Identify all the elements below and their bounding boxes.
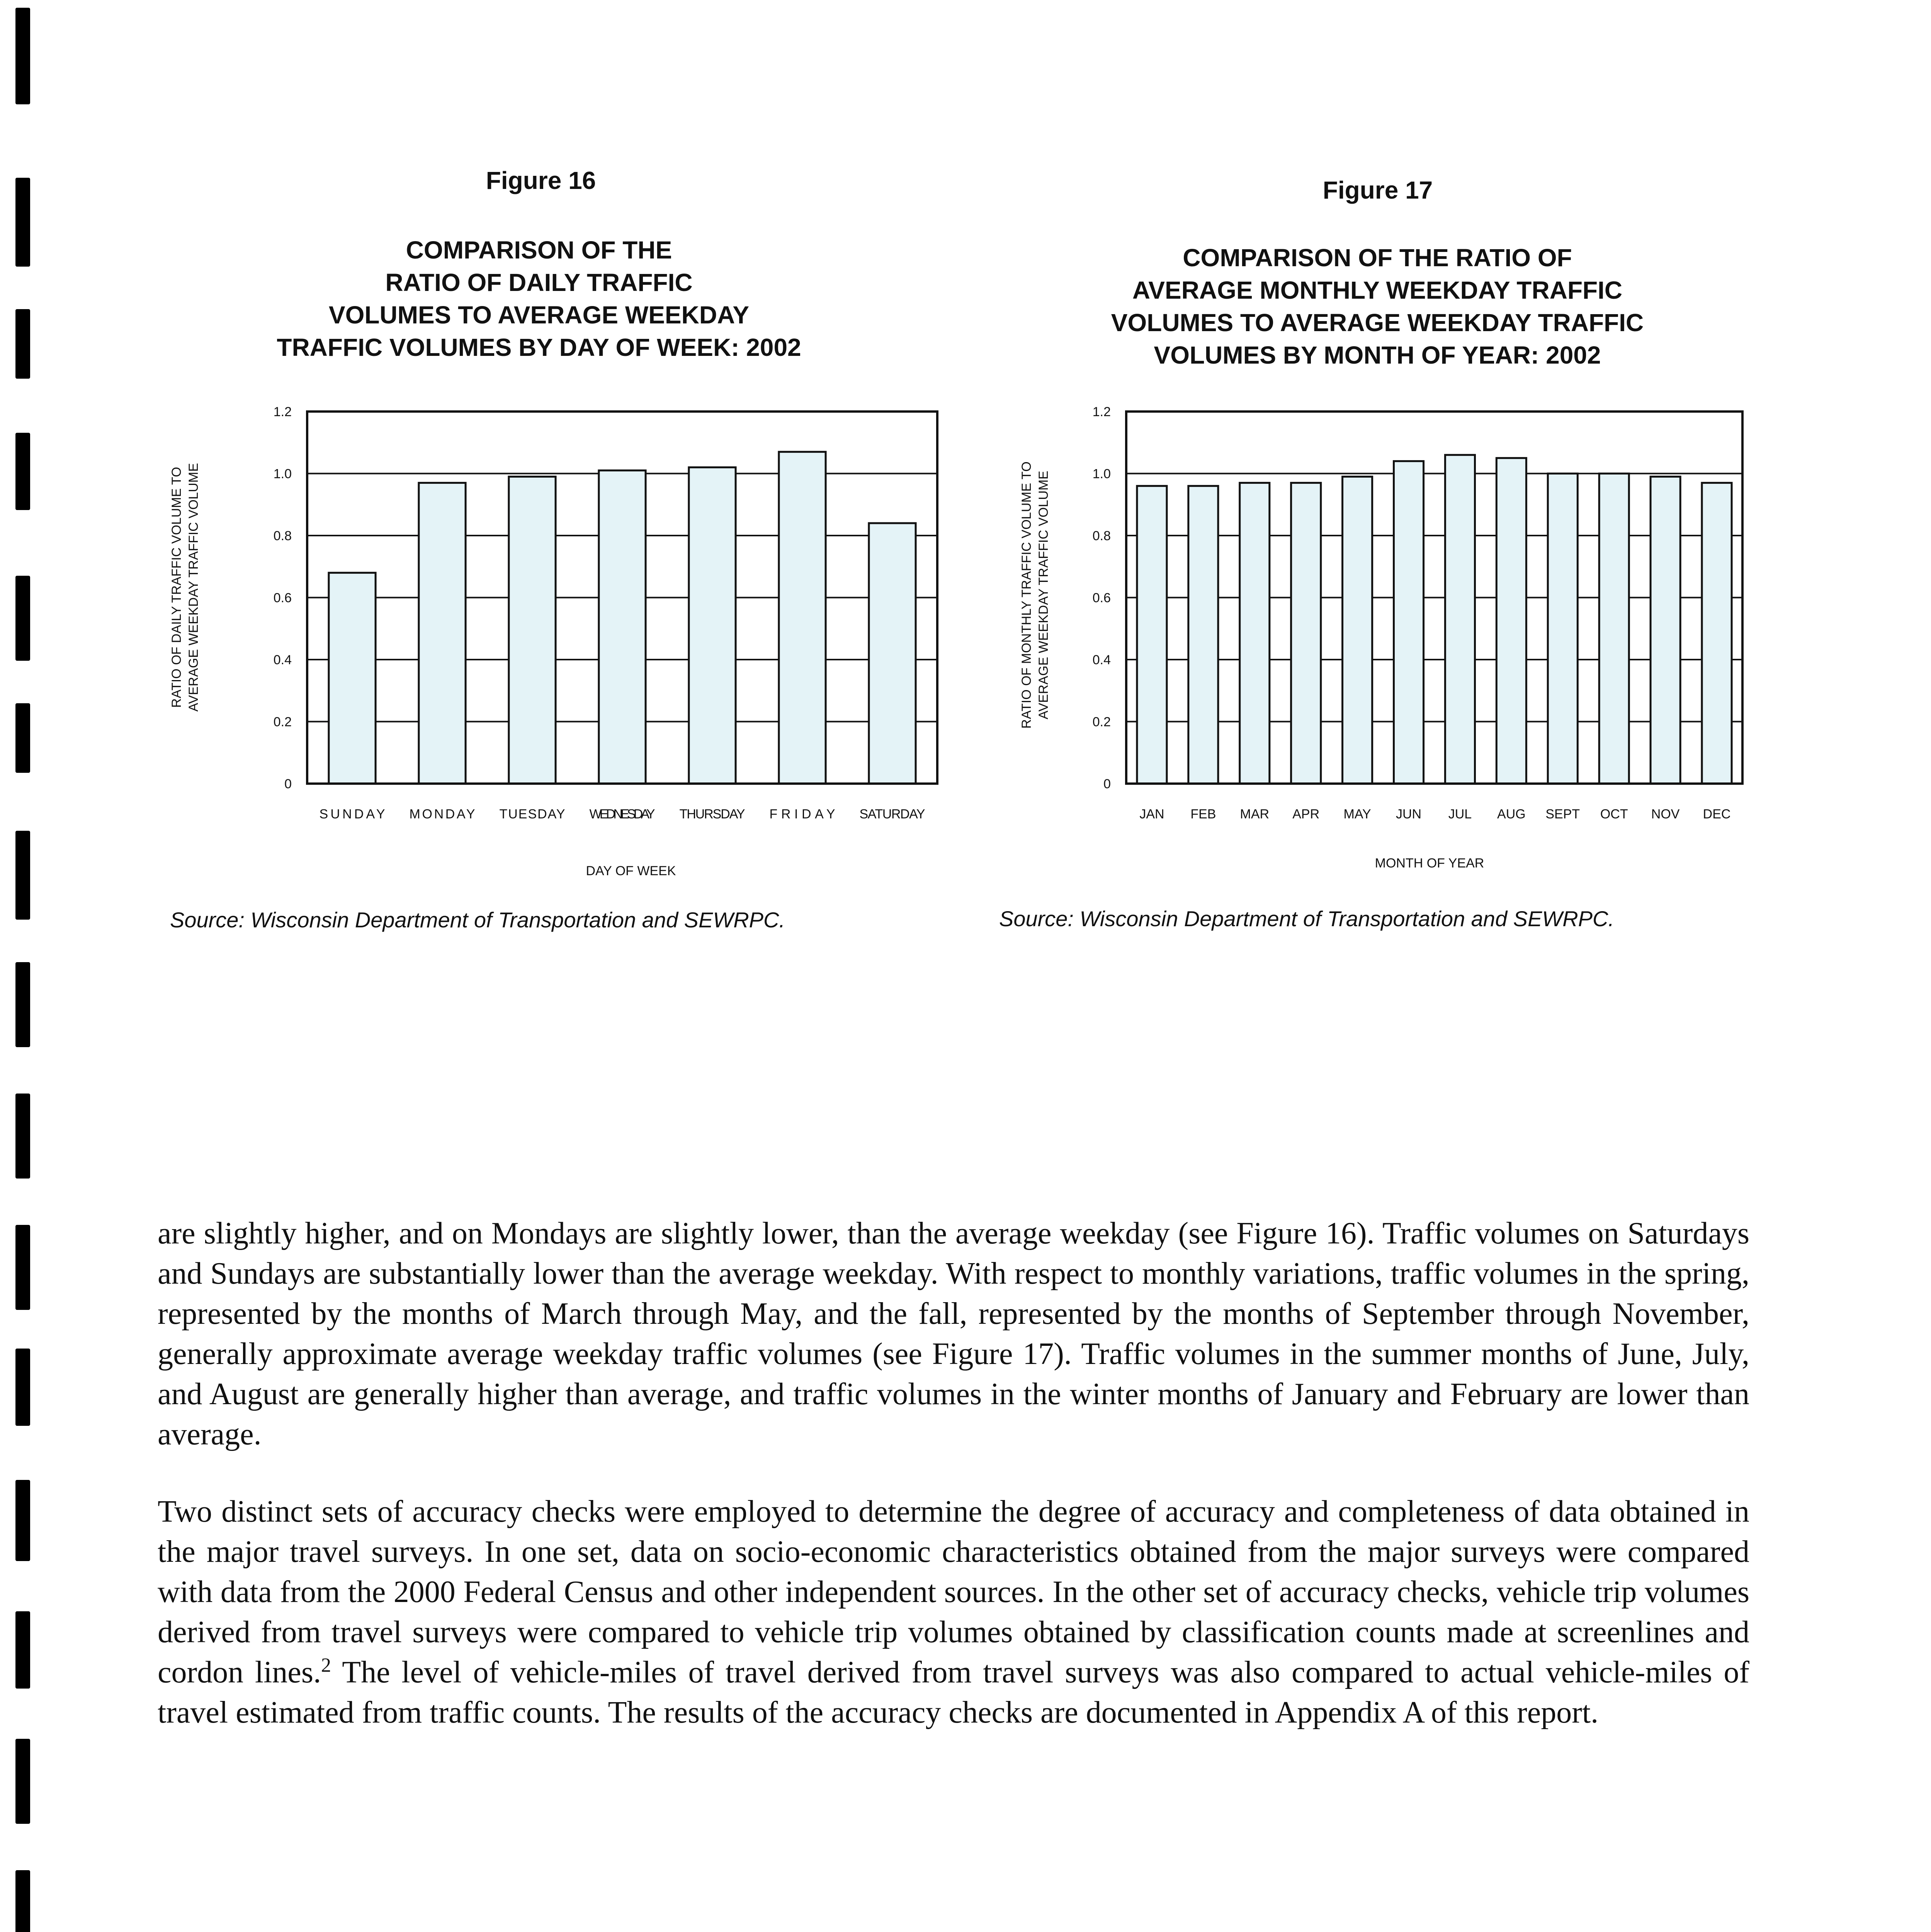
figure-16-label: Figure 16 [486, 167, 596, 194]
figure-16-title [182, 234, 896, 364]
binding-hole [15, 1611, 30, 1689]
figure-16-title-line: COMPARISON OF THE [406, 236, 672, 264]
bar [1445, 455, 1475, 784]
bar [509, 477, 556, 784]
body-paragraph-2 [158, 1492, 1749, 1733]
body-paragraph-1: are slightly higher, and on Mondays are slightly lower, than the average weekday (see Figure 16). Traffic volumes on Saturdays and Sundays are substantially lower than the average weekday. With respect to monthly variations, traffic volumes in the spring, represented by the months of March through May, and the fall, represented by the months of September through November, generally approximate average weekday traffic volumes (see Figure 17). Traffic volumes in the summer months of June, July, and August are generally higher than average, and traffic volumes in the winter months of January and February are lower than average. [158, 1216, 1749, 1451]
binding-hole [15, 576, 30, 661]
y-tick-label: 0.4 [1092, 653, 1111, 667]
footnote-reference: 2 [321, 1654, 331, 1677]
binding-hole [15, 831, 30, 920]
bar [1496, 458, 1526, 784]
figure-17-label: Figure 17 [1322, 176, 1433, 204]
y-tick-label: 1.2 [273, 405, 292, 419]
bar [419, 483, 466, 784]
figure-17-title-line: COMPARISON OF THE RATIO OF [1183, 244, 1572, 272]
x-tick-label: OCT [1600, 807, 1628, 821]
y-axis-title-line: RATIO OF MONTHLY TRAFFIC VOLUME TO [1019, 461, 1034, 729]
bar [779, 452, 826, 784]
binding-hole [15, 1094, 30, 1179]
binding-hole [15, 178, 30, 267]
y-axis-title-line: AVERAGE WEEKDAY TRAFFIC VOLUME [1036, 471, 1051, 719]
binding-hole [15, 962, 30, 1047]
bar [1291, 483, 1321, 784]
x-tick-label: JUL [1448, 807, 1472, 821]
bar [1188, 486, 1218, 784]
y-tick-label: 0 [1103, 777, 1111, 791]
x-tick-label: MAR [1240, 807, 1270, 821]
bar [869, 523, 916, 784]
bar [1651, 477, 1680, 784]
y-tick-label: 0.6 [273, 590, 292, 605]
y-tick-label: 1.0 [273, 466, 292, 481]
binding-hole [15, 1480, 30, 1561]
binding-hole [15, 703, 30, 773]
figure-16-title-line: VOLUMES TO AVERAGE WEEKDAY [328, 301, 750, 329]
y-tick-label: 0.2 [273, 714, 292, 730]
body-paragraph-2-text: The level of vehicle-miles of travel derived from travel surveys was also compared to actual vehicle-miles of travel estimated from traffic counts. The results of the accuracy checks are documented in Appendix A of this report. [158, 1655, 1749, 1730]
x-tick-label: FEB [1190, 807, 1216, 821]
x-tick-label: WEDNESDAY [589, 807, 655, 821]
figure-16-source: Source: Wisconsin Department of Transportation and SEWRPC. [170, 908, 785, 932]
figure-16-title-line: RATIO OF DAILY TRAFFIC [385, 269, 693, 296]
bar [329, 573, 376, 784]
y-axis-title [169, 463, 201, 712]
y-tick-label: 0.2 [1092, 714, 1111, 730]
y-tick-label: 0.4 [273, 653, 292, 667]
binding-hole [15, 1225, 30, 1310]
x-tick-label: TUESDAY [499, 807, 565, 821]
figure-16-chart [155, 386, 923, 889]
y-axis-title-line: AVERAGE WEEKDAY TRAFFIC VOLUME [186, 463, 201, 712]
bar [1394, 461, 1423, 784]
binding-hole [15, 1870, 30, 1932]
figure-17-title [1020, 242, 1735, 371]
y-tick-label: 0.6 [1092, 590, 1111, 605]
x-tick-label: NOV [1651, 807, 1680, 821]
y-tick-label: 1.2 [1092, 405, 1111, 419]
plot-area [274, 405, 937, 821]
bar [1343, 477, 1372, 784]
figure-17-source: Source: Wisconsin Department of Transportation and SEWRPC. [999, 906, 1615, 931]
y-tick-label: 0.8 [273, 529, 292, 543]
bar [1599, 474, 1629, 784]
bar [1240, 483, 1270, 784]
plot-area [1093, 405, 1742, 821]
y-tick-label: 0.8 [1092, 529, 1111, 543]
y-tick-label: 1.0 [1092, 466, 1111, 481]
x-tick-label: APR [1292, 807, 1320, 821]
bar [599, 470, 646, 784]
x-tick-label: JAN [1139, 807, 1164, 821]
x-tick-label: JUN [1396, 807, 1422, 821]
x-tick-label: MONDAY [409, 807, 475, 821]
x-axis-title: DAY OF WEEK [586, 864, 676, 878]
figure-17-title-line: AVERAGE MONTHLY WEEKDAY TRAFFIC [1132, 276, 1623, 304]
x-tick-label: FRIDAY [769, 807, 835, 821]
figure-17-title-line: VOLUMES TO AVERAGE WEEKDAY TRAFFIC [1111, 309, 1644, 337]
body-paragraph-2-text: Two distinct sets of accuracy checks were employed to determine the degree of accuracy and completeness of data obtained in the major travel surveys. In one set, data on socio-economic characteristics obtained from the major surveys were compared with data from the 2000 Federal Census and other independent sources. In the other set of accuracy checks, vehicle trip volumes derived from travel surveys were compared to vehicle trip volumes obtained by classification counts made at screenlines and cordon lines. [158, 1495, 1749, 1689]
x-tick-label: SUNDAY [319, 807, 385, 821]
y-tick-label: 0 [284, 777, 292, 791]
bar [1548, 474, 1577, 784]
bar [1137, 486, 1167, 784]
figure-17-title-line: VOLUMES BY MONTH OF YEAR: 2002 [1154, 341, 1601, 369]
x-tick-label: THURSDAY [679, 807, 745, 821]
bar [689, 467, 736, 784]
x-tick-label: MAY [1343, 807, 1371, 821]
x-tick-label: SATURDAY [859, 807, 925, 821]
x-tick-label: AUG [1497, 807, 1526, 821]
binding-hole [15, 8, 30, 104]
binding-hole [15, 433, 30, 510]
binding-hole [15, 1739, 30, 1824]
x-tick-label: SEPT [1545, 807, 1580, 821]
figure-17-chart [1005, 386, 1773, 889]
y-axis-title-line: RATIO OF DAILY TRAFFIC VOLUME TO [169, 467, 184, 708]
y-axis-title [1019, 461, 1051, 728]
binding-hole [15, 1349, 30, 1426]
figure-16-title-line: TRAFFIC VOLUMES BY DAY OF WEEK: 2002 [277, 333, 801, 361]
x-tick-label: DEC [1703, 807, 1731, 821]
bar [1702, 483, 1732, 784]
binding-hole [15, 309, 30, 379]
x-axis-title: MONTH OF YEAR [1375, 856, 1484, 871]
